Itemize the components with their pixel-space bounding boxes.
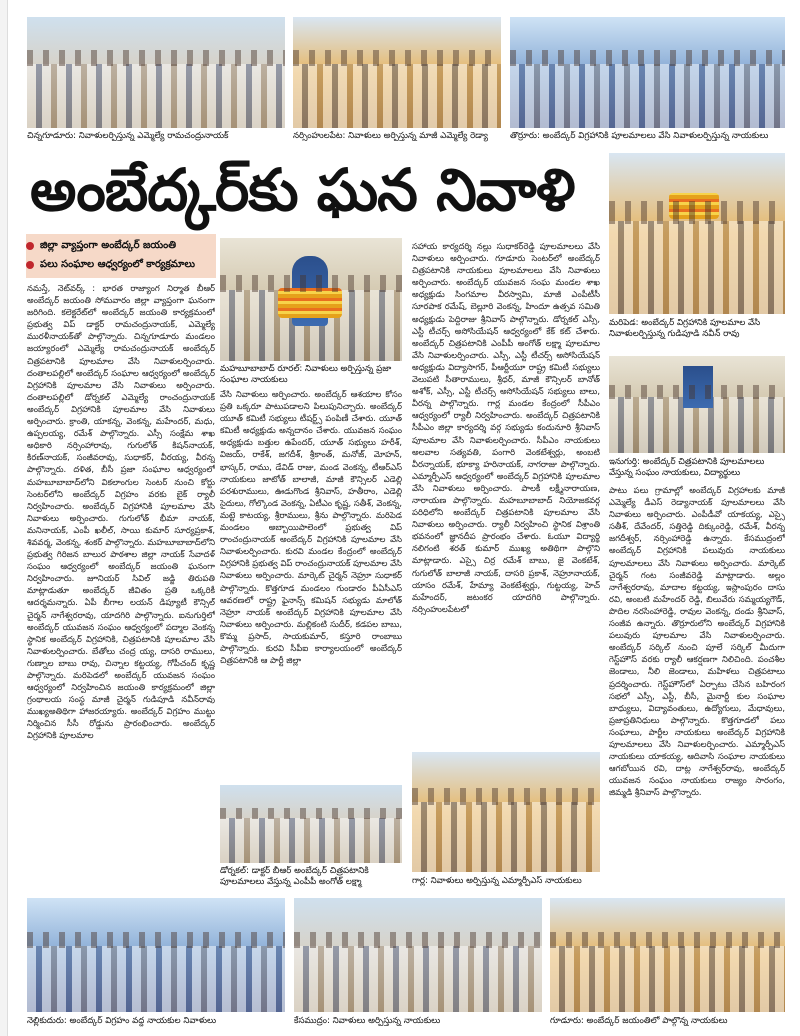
bullet-item bbox=[26, 236, 216, 255]
bullet-dot-icon bbox=[26, 242, 34, 250]
photo-garla bbox=[412, 752, 600, 872]
bullet-text: జిల్లా వ్యాప్తంగా అంబేద్కర్ జయంతి bbox=[40, 240, 177, 251]
photo-narsimhulapet bbox=[293, 17, 501, 128]
caption-right-2: ఇనుగుర్తి: అంబేద్కర్ చిత్రపటానికి పూలమాలలు వేస్తున్న సంఘం నాయకులు, విద్యార్థులు bbox=[609, 457, 765, 478]
photo-maripeda bbox=[609, 153, 785, 314]
garland bbox=[669, 193, 719, 219]
column-text: సహాయ కార్యదర్శి నల్లు సుధాకర్‌రెడ్డి పూలమాలలు వేసి నివాళులు అర్పించారు. గూడూరు సెంటర్‌లో అంబేద్కర్ చిత్రపటానికి నాయకులు పూలమాలలు వేసి నివాళులు అర్పించారు. అంబేద్కర్ యువజన సంఘ మండల శాఖ అధ్యక్షుడు సింగమాల వీరస్వామి, మాజీ ఎంపీటీసీ సూరపాక రమేష్, బెల్లూరి వెంకన్న, హిందూ ఉత్సవ సమితి అధ్యక్షుడు పెద్దిరాజు శ్రీనివాస్ పాల్గొన్నారు. డోర్నకల్ ఎస్సీ, ఎస్టీ టీచర్స్ అసోసియేషన్ ఆధ్వర్యంలో కేక్ కట్ చేశారు. అంబేద్కర్ చిత్రపటానికి ఎంపీపీ అంగోత్ లక్ష్మా పూలమాల వేసి నివాళులర్పించారు. ఎస్సీ, ఎస్టీ టీచర్స్ అసోసియేషన్ అధ్యక్షుడు విద్యాసాగర్, పీఆర్టీయూ రాష్ట్ర కమిటీ సభ్యులు వెలుపటి సీతారాములు, శ్రీధర్, మాజీ కౌన్సిలర్ బానోత్ అశోక్, ఎస్సీ, ఎస్టీ టీచర్స్ అసోసియేషన్ సభ్యులు బాలు, వీరన్న పాల్గొన్నారు. గార్ల మండల కేంద్రంలో సీపీఎం ఆధ్వర్యంలో ర్యాలీ నిర్వహించారు. అంబేద్కర్ చిత్రపటానికి సీపీఎం జిల్లా కార్యదర్శి వర్గ సభ్యుడు కందునూరి శ్రీనివాస్ పూలమాల వేసి నివాళులర్పించారు. సీపీఎం నాయకులు అలవాల సత్యవతి, పంగారి వెంకటేశ్వర్లు, అంబటి వీరన్నాయక్, భూక్యా హరినాయక్, నాగరాజు పాల్గొన్నారు. ఎమ్మార్పీఎస్ ఆధ్వర్యంలో అంబేద్కర్ విగ్రహానికి పూలమాల వేసి నివాళులు అర్పించారు. పాలకీ లక్ష్మీనారాయణ, నారాయణ పాల్గొన్నారు. మహబూబాబాద్ నియోజకవర్గ పరిధిలోని అంబేద్కర్ చిత్రపటానికి పూలమాల వేసి నివాళులు అర్పించారు. ర్యాలీ నిర్వహించి స్థానిక విశ్రాంతి భవనంలో జ్ఞానదీప ప్రారంభం చేశారు. ఓయూ విద్యార్థి నలిగంటి శరత్ కుమార్ ముఖ్య అతిథిగా పాల్గొని మాట్లాడారు. ఎస్సై చిర్ర రమేశ్ బాబు, జై వెంకటేశ్, గుగులోత్ బాలాజీ నాయక్, దాసరి ప్రకాశ్, నెహ్రూనాయక్, యాసం రమేశ్, హేమ్యా వెంకటేశ్వర్లు, గుట్టయ్య, హెచ్ మహేందర్, జటంకర యాదగిరి పాల్గొన్నారు. నర్సింహులపేటలో bbox=[412, 241, 600, 614]
caption-bottom-3: గూడూరు: అంబేద్కర్ జయంతిలో పాల్గొన్న నాయకులు bbox=[550, 1016, 728, 1026]
photo-thorrur bbox=[510, 17, 785, 128]
photo-mahabubabad-rural bbox=[220, 238, 402, 361]
caption-center-photo: మహబూబాబాద్ రూరల్: నివాళులు అర్పిస్తున్న ప్రజా సంఘాల నాయకులు bbox=[220, 364, 392, 385]
column-text: పాటు పలు గ్రామాల్లో అంబేద్కర్ విగ్రహాలకు మాజీ ఎమ్మెల్యే డీఎస్ రెడ్యానాయక్ పూలమాలలు వేసి నివాళులు అర్పించారు. ఎంపీడీవో యాకయ్య, ఎస్సై సతీశ్, దేవేందర్, సత్తిరెడ్డి దిక్కుంరెడ్డి, రమేశ్, వీరన్న జగదీశ్వర్, నర్సింహారెడ్డి ఉన్నారు. కేసముద్రంలో అంబేద్కర్ విగ్రహానికి పలువురు నాయకులు పూలమాలలు వేసి నివాళులు అర్పించారు. మార్కెట్ చైర్మన్ గంట సంజీవరెడ్డి మాట్లాడారు. అల్లం నాగేశ్వరరావు, మాదాల కట్టయ్య, ఇస్లాంపురం దాసు రవి, అంబటి మహేందర్ రెడ్డి, బిలువేరు సమ్మయ్యగౌడ్, పొదిల నరసింహారెడ్డి, రావుల వెంకన్న, దండు శ్రీనివాస్, సంజీవ ఉన్నారు. తొర్రూరులోని అంబేద్కర్ విగ్రహానికి పలువురు పూలమాల వేసి నివాళులర్పించారు. అంబేద్కర్ సర్కిల్ నుంచి పూలే సర్కిల్ మీదుగా గెస్ట్‌హౌస్ వరకు ర్యాలీ ఆకర్షణగా నిలిచింది. పంచశీల జెండాలు, నీలి జెండాలు, మహిళలు చిత్రపటాలు ప్రదర్శించారు. గెస్ట్‌హౌస్‌లో ఏర్పాటు చేసిన బహిరంగ సభలో ఎస్సీ, ఎస్టీ, బీసీ, మైనార్టీ కుల సంఘాల బాధ్యులు, విద్యావంతులు, ఉద్యోగులు, మేధావులు, ప్రజాప్రతినిధులు పాల్గొన్నారు. కొత్తగూడలో పలు సంఘాలు, పార్టీల నాయకులు అంబేద్కర్ విగ్రహానికి పూలమాలలు వేసి నివాళులర్పించారు. ఎమ్మార్పీఎస్ నాయకులు యాకయ్య, ఆదివాసి సంఘాల నాయకులు ఆగబోయిన రవి, దాట్ల నాగేశ్వర్‌రావు, అంబేద్కర్ యువజన సంఘం నాయకులు రాజ్యం సారంగం, జిమ్మడి శ్రీనివాస్ పాల్గొన్నారు. bbox=[609, 485, 785, 798]
bullet-text: పలు సంఘాల ఆధ్వర్యంలో కార్యక్రమాలు bbox=[40, 259, 196, 270]
photo-chinnagudur bbox=[27, 17, 285, 128]
caption-bottom-1: నెల్లికుదురు: అంబేద్కర్ విగ్రహం వద్ద నాయకుల నివాళులు bbox=[27, 1016, 217, 1026]
headline: అంబేద్కర్‌కు ఘన నివాళి bbox=[30, 156, 575, 224]
page-margin-strip bbox=[0, 0, 8, 1036]
caption-top-2: నర్సింహులపేట: నివాళులు అర్పిస్తున్న మాజీ ఎమ్మెల్యే రెడ్యా bbox=[293, 131, 488, 141]
photo-nellikudur bbox=[27, 898, 285, 1012]
caption-mid-1: డోర్నకల్: డాక్టర్ బీఆర్ అంబేద్కర్ చిత్రపటానికి పూలమాలలు వేస్తున్న ఎంపీపీ అంగోత్ లక్ష్మా bbox=[220, 866, 369, 887]
article-column-2 bbox=[220, 388, 402, 780]
caption-bottom-2: కేసముద్రం: నివాళులు అర్పిస్తున్న నాయకులు bbox=[294, 1016, 441, 1026]
column-text: వేసి నివాళులు అర్పించారు. అంబేద్కర్ ఆశయాల కోసం ప్రతి ఒక్కరూ పాటుపడాలని పిలుపునిచ్చారు. అంబేద్కర్ యూత్ కమిటీ సభ్యులు టీషర్ట్స్ పంపిణీ చేశారు. యూత్ కమిటీ అధ్యక్షుడు అన్నదానం చేశారు. యువజన సంఘం అధ్యక్షుడు బత్తుల ఉపేందర్, యూత్ సభ్యులు హరీశ్, విజయ్, రాకేశ్, జగదీశ్, శ్రీకాంత్, మనోజ్, మోహన్, భాస్కర్, రాము, డేవిడ్ రాజు, మండ వెంకన్న, టీఆర్ఎస్ నాయకులు జాటోత్ బాలాజీ, మాజీ కౌన్సిలర్ ఎడెల్లి పరశురాములు, ఊడుగొండ శ్రీనివాస్, హతీరాం, ఎడెల్లి సైదులు, గోల్కొండ వెంకన్న, ఏటీఎం కృష్ణ, సతీశ్, వెంకన్న, మట్టె కాటయ్య, శ్రీరాములు, శ్రీను పాల్గొన్నారు. మరిపెడ మండలం అబ్బాయిపాలెంలో ప్రభుత్వ విప్ రాంచంద్రునాయక్ అంబేద్కర్ విగ్రహానికి పూలమాల వేసి నివాళులర్పించారు. కురవి మండల కేంద్రంలో అంబేద్కర్ విగ్రహానికి ప్రభుత్వ విప్ రాంచంద్రునాయక్ పూలమాల వేసి నివాళులు అర్పించారు. మార్కెట్ చైర్మన్ నెహ్రూ సుధాకర్ పాల్గొన్నారు. కొత్తగూడ మండలం గుండారం పీఏసీఎస్ ఆవరణలో రాష్ట్ర ఫైనాన్స్ కమిషన్ సభ్యుడు మాలోత్ నెహ్రూ నాయక్ అంబేద్కర్ విగ్రహానికి పూలమాల వేసి నివాళులు అర్పించారు. మల్లికంటి సుదీర్, కడపల బాబు, కొమ్మ ప్రసాద్, సాయకుమార్, కస్తూరి రాంబాబు పాల్గొన్నారు. కురవి సీపీఐ కార్యాలయంలో అంబేద్కర్ చిత్రపటానికి ఆ పార్టీ జిల్లా bbox=[220, 389, 402, 666]
caption-top-1: చిన్నగూడూరు: నివాళులర్పిస్తున్న ఎమ్మెల్యే రామచంద్రునాయక్ bbox=[27, 131, 229, 141]
article-column-4 bbox=[609, 484, 785, 890]
photo-gudur bbox=[550, 898, 785, 1012]
photo-kesamudram bbox=[294, 898, 542, 1012]
column-text: నమస్తే, నెట్‌వర్క్ : భారత రాజ్యాంగ నిర్మాత బీఆర్ అంబేద్కర్ జయంతి సోమవారం జిల్లా వ్యాప్తంగా ఘనంగా జరిగింది. కలెక్టరేట్‌లో అంబేద్కర్ జయంతి కార్యక్రమంలో ప్రభుత్వ విప్ డాక్టర్ రామచంద్రునాయక్, ఎమ్మెల్యే మురళీనాయక్‌తో పాల్గొన్నారు. చిన్నగూడూరు మండలం జయ్యారంలో ఎమ్మెల్యే రామచంద్రునాయక్ అంబేద్కర్ చిత్రపటానికి పూలమాల వేసి నివాళులర్పించారు. దంతాలపల్లిలో అంబేద్కర్ సంఘాల ఆధ్వర్యంలో అంబేద్కర్ విగ్రహానికి పూలమాల వేసి నివాళులు అర్పించారు. దంతాలపల్లిలో డోర్నకల్ ఎమ్మెల్యే రాంచంద్రునాయక్ అంబేద్కర్ విగ్రహానికి పూలమాల వేసి నివాళులు అర్పించారు. క్రాంతి, యాకన్న, వెంకన్న, మహేందర్, మధు, ఉప్పలయ్య, రమేశ్ పాల్గొన్నారు. ఎస్సీ సంక్షేమ శాఖ అధికారి నర్సింహారావు, గుగులోత్ కిషన్‌నాయక్, కిరణ్‌నాయక్, సంజీవరావు, సుధాకర్, వీరయ్య, వీరన్న పాల్గొన్నారు. దళిత, బీసీ ప్రజా సంఘాల ఆధ్వర్యంలో మహబూబాబాద్‌లోని వికలాంగుల సెంటర్ నుంచి కోర్టు సెంటర్‌లోని అంబేద్కర్ విగ్రహం వరకు బైక్ ర్యాలీ నిర్వహించారు. అంబేద్కర్ విగ్రహానికి పూలమాల వేసి నివాళులు అర్పించారు. గుగులోత్ భీమా నాయక్, మనినాయక్, ఎంపీ ఖలీల్, సాయి కుమార్ సూర్యప్రకాశ్, శివవర్మ, వెంకన్న, శంకర్ పాల్గొన్నారు. మహబూబాబాద్‌లోని ప్రభుత్వ గిరిజన బాలుర పాఠశాల జిల్లా నాయక్ సేవాదళ్ సంఘం ఆధ్వర్యంలో అంబేద్కర్ జయంతి ఘనంగా నిర్వహించారు. జూనియర్ సివిల్ జడ్జి తిరుపతి మాట్లాడుతూ అంబేద్కర్ జీవితం ప్రతి ఒక్కరికీ ఆదర్శమన్నారు. ఏపీ బీగాల లయన్ డిప్యూటీ కౌన్సిల్ చైర్మన్ నాగేశ్వరరావు, యాదగిరి పాల్గొన్నారు. ఐనుగుర్తిలో అంబేద్కర్ యువజన సంఘం ఆధ్వర్యంలో పద్మాల వెంకన్న స్థానిక అంబేద్కర్ విగ్రహానికి, చిత్రపటానికి పూలమాల వేసి నివాళులర్పించారు. బేతోలు చంద్ర య్య, దాసరి రాములు, గుణ్నాల బాబు రావు, చిన్నాల కట్టయ్య, గోపీచంద్ కృష్ణ పాల్గొన్నారు. మరిపెడలో అంబేద్కర్ యువజన సంఘం ఆధ్వర్యంలో నిర్వహించిన జయంతి కార్యక్రమంలో జిల్లా గ్రంథాలయ సంస్థ మాజీ చైర్మన్ గుడిపూడి నవీన్‌రావు ముఖ్యఅతిథిగా హాజరయ్యారు. అంబేద్కర్ విగ్రహం ముట్టు నిర్మించిన సీసీ రోడ్డును ప్రారంభించారు. అంబేద్కర్ విగ్రహానికి పూలమాల bbox=[27, 283, 215, 741]
caption-top-3: తొర్రూరు: అంబేద్కర్ విగ్రహానికి పూలమాలలు వేసి నివాళులర్పిస్తున్న నాయకులు bbox=[510, 131, 769, 141]
article-column-3 bbox=[412, 240, 600, 744]
ambedkar-portrait bbox=[683, 366, 713, 408]
garland bbox=[278, 288, 342, 318]
photo-dornakal bbox=[220, 785, 402, 863]
bullet-list bbox=[26, 236, 216, 274]
bullet-dot-icon bbox=[26, 261, 34, 269]
photo-inugurthi bbox=[609, 356, 785, 453]
article-column-1 bbox=[27, 282, 215, 890]
caption-mid-2: గార్ల: నివాళులు అర్పిస్తున్న ఎమ్మార్పీఎస్ నాయకులు bbox=[412, 876, 582, 886]
bullet-item bbox=[26, 255, 216, 274]
caption-right-1: మరిపెడ: అంబేద్కర్ విగ్రహానికి పూలమాల వేసి నివాళులర్పిస్తున్న గుడిపూడి నవీన్ రావు bbox=[609, 318, 761, 339]
